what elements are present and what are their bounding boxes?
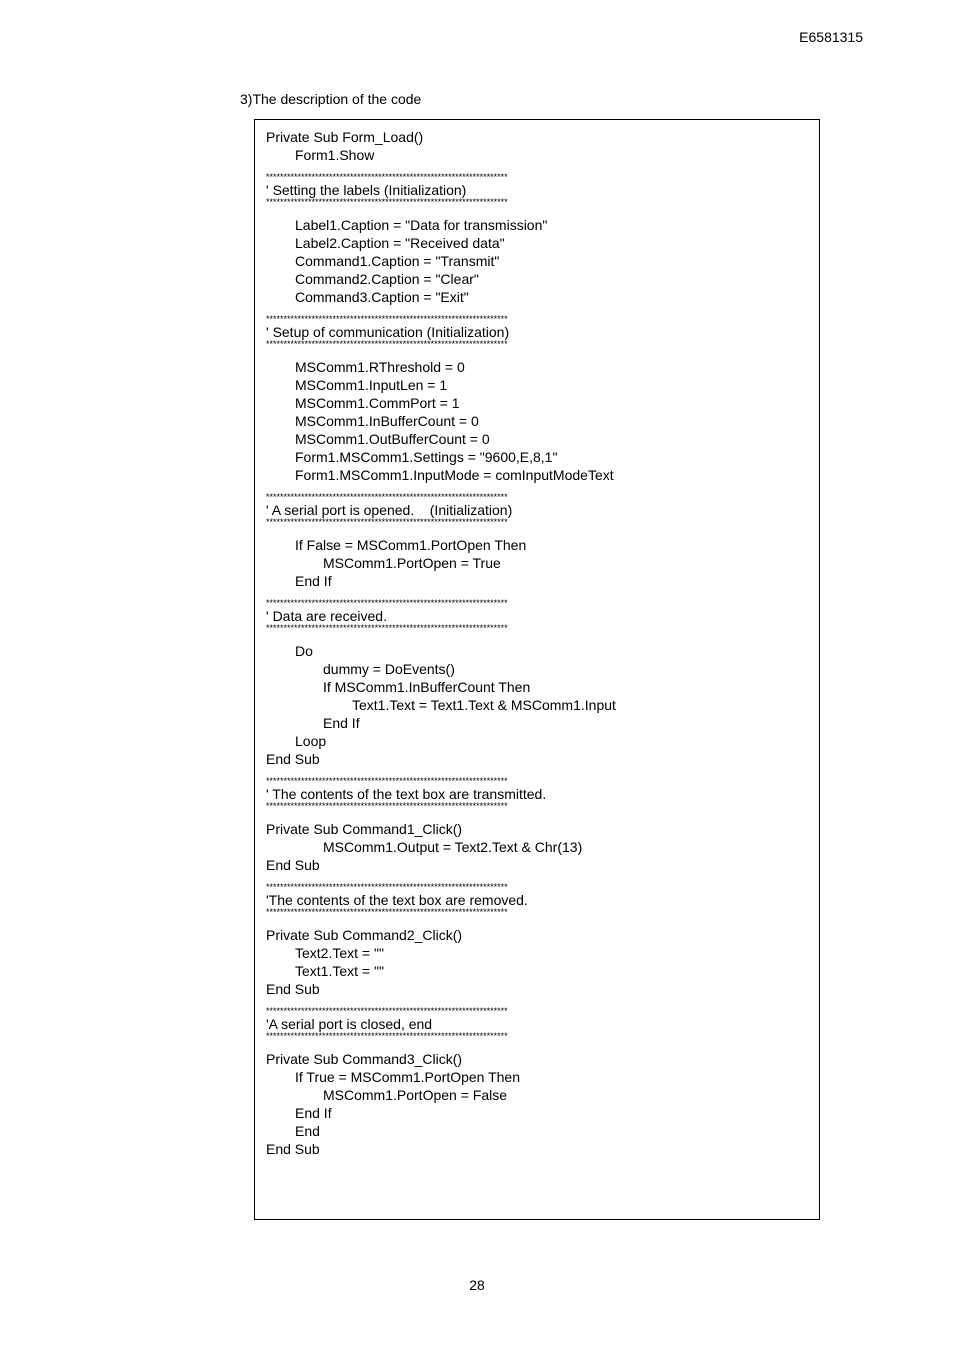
code-line: End	[295, 1123, 320, 1139]
code-listing	[266, 128, 815, 1158]
code-line: Command2.Caption = "Clear"	[295, 271, 479, 287]
comment-rule: *********************************************************************	[266, 777, 508, 786]
comment-rule: *********************************************************************	[266, 173, 508, 182]
comment-rule: *********************************************************************	[266, 883, 508, 892]
code-comment: ' The contents of the text box are transmitted.	[266, 786, 547, 802]
code-line: If False = MSComm1.PortOpen Then	[295, 537, 527, 553]
code-line: If True = MSComm1.PortOpen Then	[295, 1069, 521, 1085]
page-number: 28	[469, 1277, 485, 1293]
code-listing-box	[254, 119, 820, 1220]
code-line: Form1.MSComm1.Settings = "9600,E,8,1"	[295, 449, 558, 465]
code-line: End Sub	[266, 751, 320, 767]
code-line: End Sub	[266, 1141, 320, 1157]
comment-rule: *********************************************************************	[266, 340, 508, 349]
code-line: Text1.Text = ""	[295, 963, 384, 979]
code-line: Private Sub Command2_Click()	[266, 927, 463, 943]
code-line: Label2.Caption = "Received data"	[295, 235, 505, 251]
code-line: Form1.MSComm1.InputMode = comInputModeText	[295, 467, 614, 483]
code-line: dummy = DoEvents()	[323, 661, 455, 677]
code-line: End If	[295, 573, 332, 589]
code-comment: 'A serial port is closed, end	[266, 1016, 433, 1032]
code-line: MSComm1.OutBufferCount = 0	[295, 431, 490, 447]
code-line: MSComm1.RThreshold = 0	[295, 359, 465, 375]
document-id: E6581315	[799, 29, 863, 45]
code-line: Text2.Text = ""	[295, 945, 384, 961]
code-line: MSComm1.PortOpen = False	[323, 1087, 508, 1103]
code-line: Command1.Caption = "Transmit"	[295, 253, 500, 269]
section-heading: 3)The description of the code	[240, 91, 422, 107]
comment-rule: *********************************************************************	[266, 315, 508, 324]
comment-rule: *********************************************************************	[266, 599, 508, 608]
code-line: Command3.Caption = "Exit"	[295, 289, 469, 305]
code-line: Private Sub Command3_Click()	[266, 1051, 463, 1067]
code-line: Private Sub Command1_Click()	[266, 821, 463, 837]
comment-rule: *********************************************************************	[266, 198, 508, 207]
code-comment: ' A serial port is opened. (Initialization)	[266, 502, 513, 518]
comment-rule: *********************************************************************	[266, 518, 508, 527]
code-line: Private Sub Form_Load()	[266, 129, 424, 145]
code-line: End If	[323, 715, 360, 731]
comment-rule: *********************************************************************	[266, 1032, 508, 1041]
code-line: MSComm1.InBufferCount = 0	[295, 413, 479, 429]
code-line: End If	[295, 1105, 332, 1121]
code-line: If MSComm1.InBufferCount Then	[323, 679, 531, 695]
comment-rule: *********************************************************************	[266, 493, 508, 502]
code-comment: 'The contents of the text box are removed.	[266, 892, 528, 908]
code-comment: ' Data are received.	[266, 608, 387, 624]
code-line: MSComm1.Output = Text2.Text & Chr(13)	[323, 839, 583, 855]
code-line: MSComm1.PortOpen = True	[323, 555, 501, 571]
comment-rule: *********************************************************************	[266, 802, 508, 811]
code-line: Form1.Show	[295, 147, 375, 163]
code-line: End Sub	[266, 857, 320, 873]
code-line: Text1.Text = Text1.Text & MSComm1.Input	[352, 697, 616, 713]
code-line: Loop	[295, 733, 327, 749]
code-line: End Sub	[266, 981, 320, 997]
code-line: Label1.Caption = "Data for transmission"	[295, 217, 548, 233]
code-line: Do	[295, 643, 313, 659]
comment-rule: *********************************************************************	[266, 624, 508, 633]
code-comment: ' Setting the labels (Initialization)	[266, 182, 467, 198]
comment-rule: *********************************************************************	[266, 1007, 508, 1016]
code-line: MSComm1.InputLen = 1	[295, 377, 448, 393]
code-line: MSComm1.CommPort = 1	[295, 395, 460, 411]
comment-rule: *********************************************************************	[266, 908, 508, 917]
code-comment: ' Setup of communication (Initialization)	[266, 324, 510, 340]
